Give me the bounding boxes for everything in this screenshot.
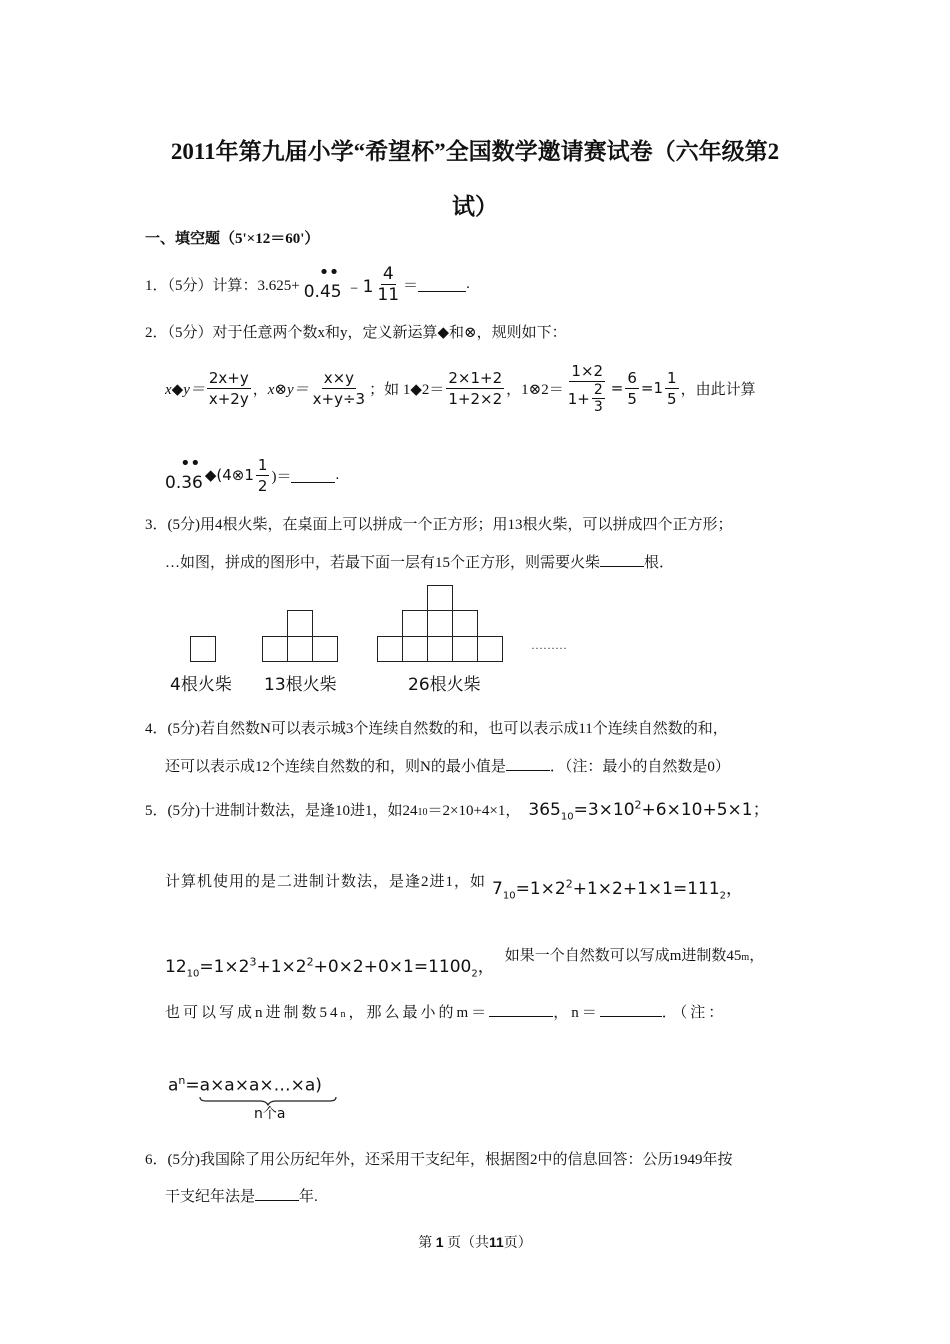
question-4-line2: 还可以表示成12个连续自然数的和，则N的最小值是 ．（注：最小的自然数是0） <box>165 755 730 776</box>
example2-fraction: 1×2 1+ $\frac{2}{3}$ <box>567 362 604 415</box>
question-3-line2: …如图，拼成的图形中，若最下面一层有15个正方形，则需要火柴 根． <box>165 551 674 572</box>
question-2-calculation: 0.36 • • ◆(4⊗1 $\frac{1}{2}$ )＝ . <box>165 453 340 495</box>
q5-m-answer-blank[interactable] <box>489 1002 553 1017</box>
q5-example-7: $7_{10}=1\times 2^2+1\times 2+1\times 1=111_2$， <box>492 877 744 902</box>
q5-example-365: $365_{10}=3\times 10^2+6\times 10+5\times 1$； <box>528 798 770 823</box>
matchstick-square <box>377 636 403 662</box>
q1-answer-blank[interactable] <box>418 277 466 292</box>
q1-minus: ﹣1 <box>345 276 374 297</box>
q6-answer-blank[interactable] <box>255 1186 299 1201</box>
repeat-dot-icon: • <box>328 262 340 283</box>
q4-answer-blank[interactable] <box>506 756 550 771</box>
repeat-dot-icon: • <box>318 262 330 283</box>
section-heading: 一、填空题（5'×12＝60'） <box>145 231 320 247</box>
figure-label-3: 26根火柴 <box>408 675 481 695</box>
matchstick-square <box>452 610 478 637</box>
def1-fraction: $\frac{2x+y}{x+2y}$ <box>208 368 249 408</box>
q5-power-note: $a^n=a\times a\times a\times\dots\times a$) n个a <box>168 1070 368 1120</box>
question-3-line1: 3．(5分)用4根火柴，在桌面上可以拼成一个正方形；用13根火柴，可以拼成四个正方形； <box>145 517 733 533</box>
question-6-line2: 干支纪年法是 年. <box>165 1185 318 1206</box>
q5-example-12: $12_{10}=1\times 2^3+1\times 2^2+0\times 2+0\times 1=1100_2$， <box>165 955 495 980</box>
matchstick-square <box>452 636 478 662</box>
example2-mixed-fraction: $\frac{1}{5}$ <box>667 368 677 408</box>
figure-label-1: 4根火柴 <box>170 675 232 695</box>
question-5-line3: $12_{10}=1\times 2^3+1\times 2^2+0\times 2+0\times 1=1100_2$， 如果一个自然数可以写成m进制数45 $_m$ ， <box>165 948 765 980</box>
question-5-line4: 也可以写成n进制数54 $_n$ ，那么最小的m＝ ，n＝ ．（注： <box>165 1001 726 1022</box>
matchstick-square <box>262 636 288 662</box>
matchstick-square <box>477 636 503 662</box>
q1-repeating-decimal: 0.45 • • <box>303 262 342 302</box>
matchstick-square <box>427 585 453 611</box>
question-1: 1．（5分）计算：3.625+ 0.45 • • ﹣1 $\frac{4}{11}$ ＝ . <box>145 262 470 305</box>
q2-calc-fraction: $\frac{1}{2}$ <box>257 455 268 495</box>
question-2-intro: 2．（5分）对于任意两个数x和y，定义新运算◆和⊗，规则如下： <box>145 325 567 341</box>
q2-answer-blank[interactable] <box>291 468 335 483</box>
question-5-line1: 5．(5分)十进制计数法，是逢10进1，如24 $_{10}$ ＝2×10+4×1， $365_{10}=3\times 10^2+6\times 10+5\times 1$； <box>145 795 770 822</box>
matchstick-square <box>402 610 428 637</box>
question-5-line2: 计算机使用的是二进制计数法，是逢2进1，如 $7_{10}=1\times 2^2+1\times 2+1\times 1=111_2$， <box>165 874 744 902</box>
def1-lhs: x◆y＝ <box>165 381 205 398</box>
repeat-dot-icon: • <box>190 453 201 474</box>
question-2-definitions: x◆y＝ $\frac{2x+y}{x+2y}$ ， x⊗y＝ $\frac{x\times y}{x+y\div 3}$ ；如 1◆2＝ $\frac{2\times 1+2}{1+2\times 2}$ ，1⊗2＝ 1×2 1+ $\frac{2}{3}$ = $\frac{6}{5}$ =1 $\frac{1}{5}$ ，由此计算 <box>165 362 756 415</box>
q1-prefix: 1．（5分）计算：3.625+ <box>145 277 300 294</box>
matchstick-square <box>287 636 313 662</box>
repeat-dot-icon: • <box>180 453 191 474</box>
page-title-continued: 试） <box>452 194 498 219</box>
matchstick-square <box>427 636 453 662</box>
matchstick-square <box>287 610 313 637</box>
page-footer: 第 1 页（共11页） <box>418 1234 532 1251</box>
def2-fraction: $\frac{x\times y}{x+y\div 3}$ <box>312 368 366 408</box>
example2-result-fraction: $\frac{6}{5}$ <box>627 368 637 408</box>
page-number: 1 <box>435 1234 444 1250</box>
figure-ellipsis: ……… <box>531 638 567 652</box>
q5-n-answer-blank[interactable] <box>600 1002 662 1017</box>
figure-label-2: 13根火柴 <box>264 675 337 695</box>
q3-answer-blank[interactable] <box>600 552 644 567</box>
matchstick-square <box>312 636 338 662</box>
page-total: 11 <box>488 1234 504 1250</box>
def2-lhs: x⊗y＝ <box>267 381 309 398</box>
question-4-line1: 4．(5分)若自然数N可以表示城3个连续自然数的和，也可以表示成11个连续自然数的和， <box>145 721 728 737</box>
matchstick-square <box>190 636 216 662</box>
underbrace-label: n个a <box>254 1106 286 1122</box>
example1-fraction: $\frac{2\times 1+2}{1+2\times 2}$ <box>448 368 503 408</box>
q1-fraction: $\frac{4}{11}$ <box>377 263 400 305</box>
matchstick-square <box>427 610 453 637</box>
q2-repeating-decimal: 0.36 • • <box>165 453 203 493</box>
matchstick-square <box>402 636 428 662</box>
q1-equals: ＝ <box>403 277 419 294</box>
question-6-line1: 6．(5分)我国除了用公历纪年外，还采用干支纪年，根据图2中的信息回答：公历1949年按 <box>145 1152 733 1168</box>
page-title: 2011年第九届小学“希望杯”全国数学邀请赛试卷（六年级第2 <box>170 139 780 164</box>
